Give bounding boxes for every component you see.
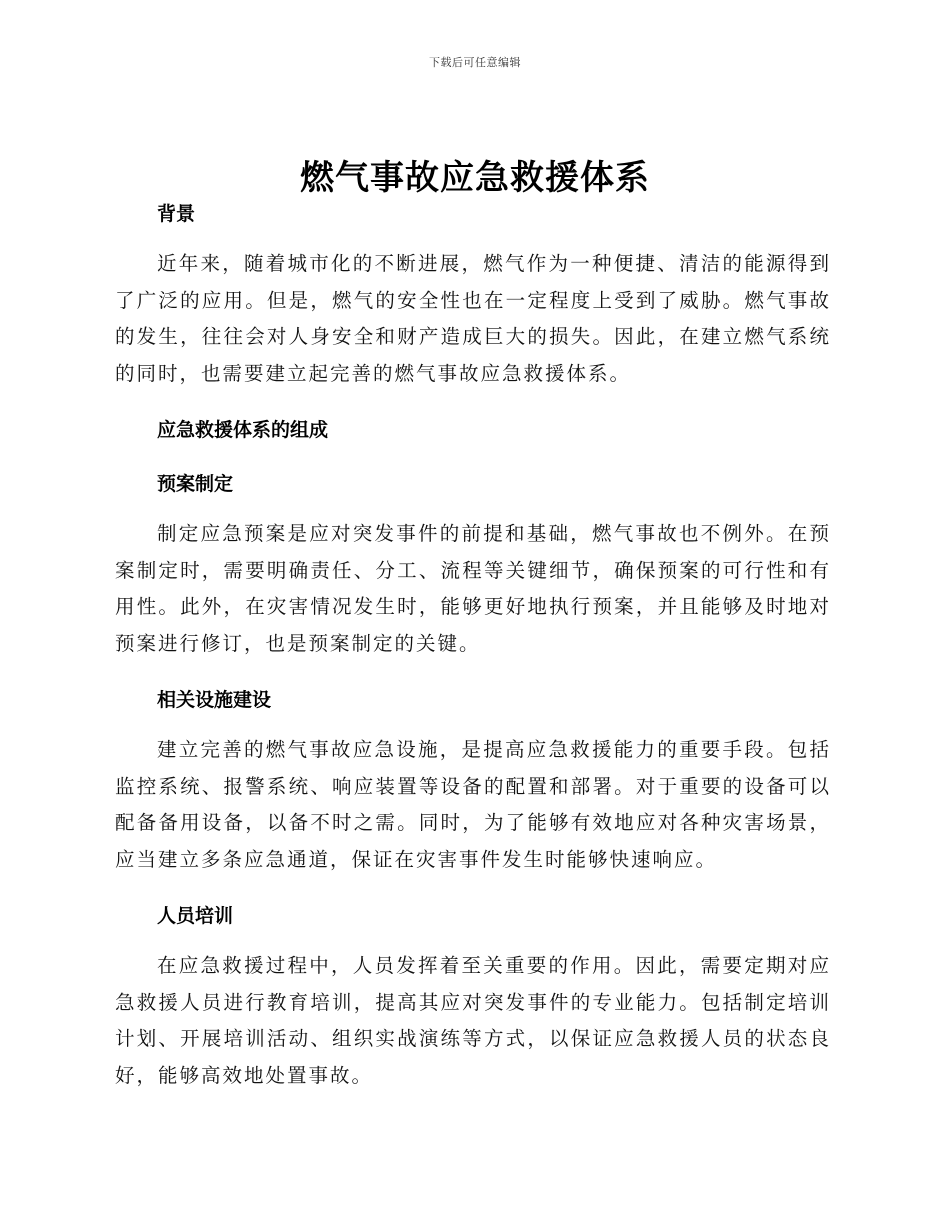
section-heading-personnel-training: 人员培训 (157, 905, 234, 927)
section-heading-plan-formulation: 预案制定 (157, 473, 234, 495)
section-paragraph-personnel-training: 在应急救援过程中，人员发挥着至关重要的作用。因此，需要定期对应急救援人员进行教育培训，提高其应对突发事件的专业能力。包括制定培训计划、开展培训活动、组织实战演练等方式，以保证应急救援人员的状态良好，能够高效地处置事故。 (115, 954, 831, 1087)
section-paragraph-background: 近年来，随着城市化的不断进展，燃气作为一种便捷、清洁的能源得到了广泛的应用。但是，燃气的安全性也在一定程度上受到了威胁。燃气事故的发生，往往会对人身安全和财产造成巨大的损失。因此，在建立燃气系统的同时，也需要建立起完善的燃气事故应急救援体系。 (115, 252, 831, 385)
section-heading-background: 背景 (157, 203, 196, 225)
document-body (115, 198, 831, 1094)
section-heading-system-composition: 应急救援体系的组成 (157, 419, 329, 441)
section-paragraph-facility-construction: 建立完善的燃气事故应急设施，是提高应急救援能力的重要手段。包括监控系统、报警系统、响应装置等设备的配置和部署。对于重要的设备可以配备备用设备，以备不时之需。同时，为了能够有效地应对各种灾害场景，应当建立多条应急通道，保证在灾害事件发生时能够快速响应。 (115, 738, 831, 871)
section-paragraph-plan-formulation: 制定应急预案是应对突发事件的前提和基础，燃气事故也不例外。在预案制定时，需要明确责任、分工、流程等关键细节，确保预案的可行性和有用性。此外，在灾害情况发生时，能够更好地执行预案，并且能够及时地对预案进行修订，也是预案制定的关键。 (115, 522, 831, 655)
header-note: 下载后可任意编辑 (429, 56, 521, 69)
document-title: 燃气事故应急救援体系 (300, 158, 650, 198)
section-heading-facility-construction: 相关设施建设 (157, 689, 272, 711)
